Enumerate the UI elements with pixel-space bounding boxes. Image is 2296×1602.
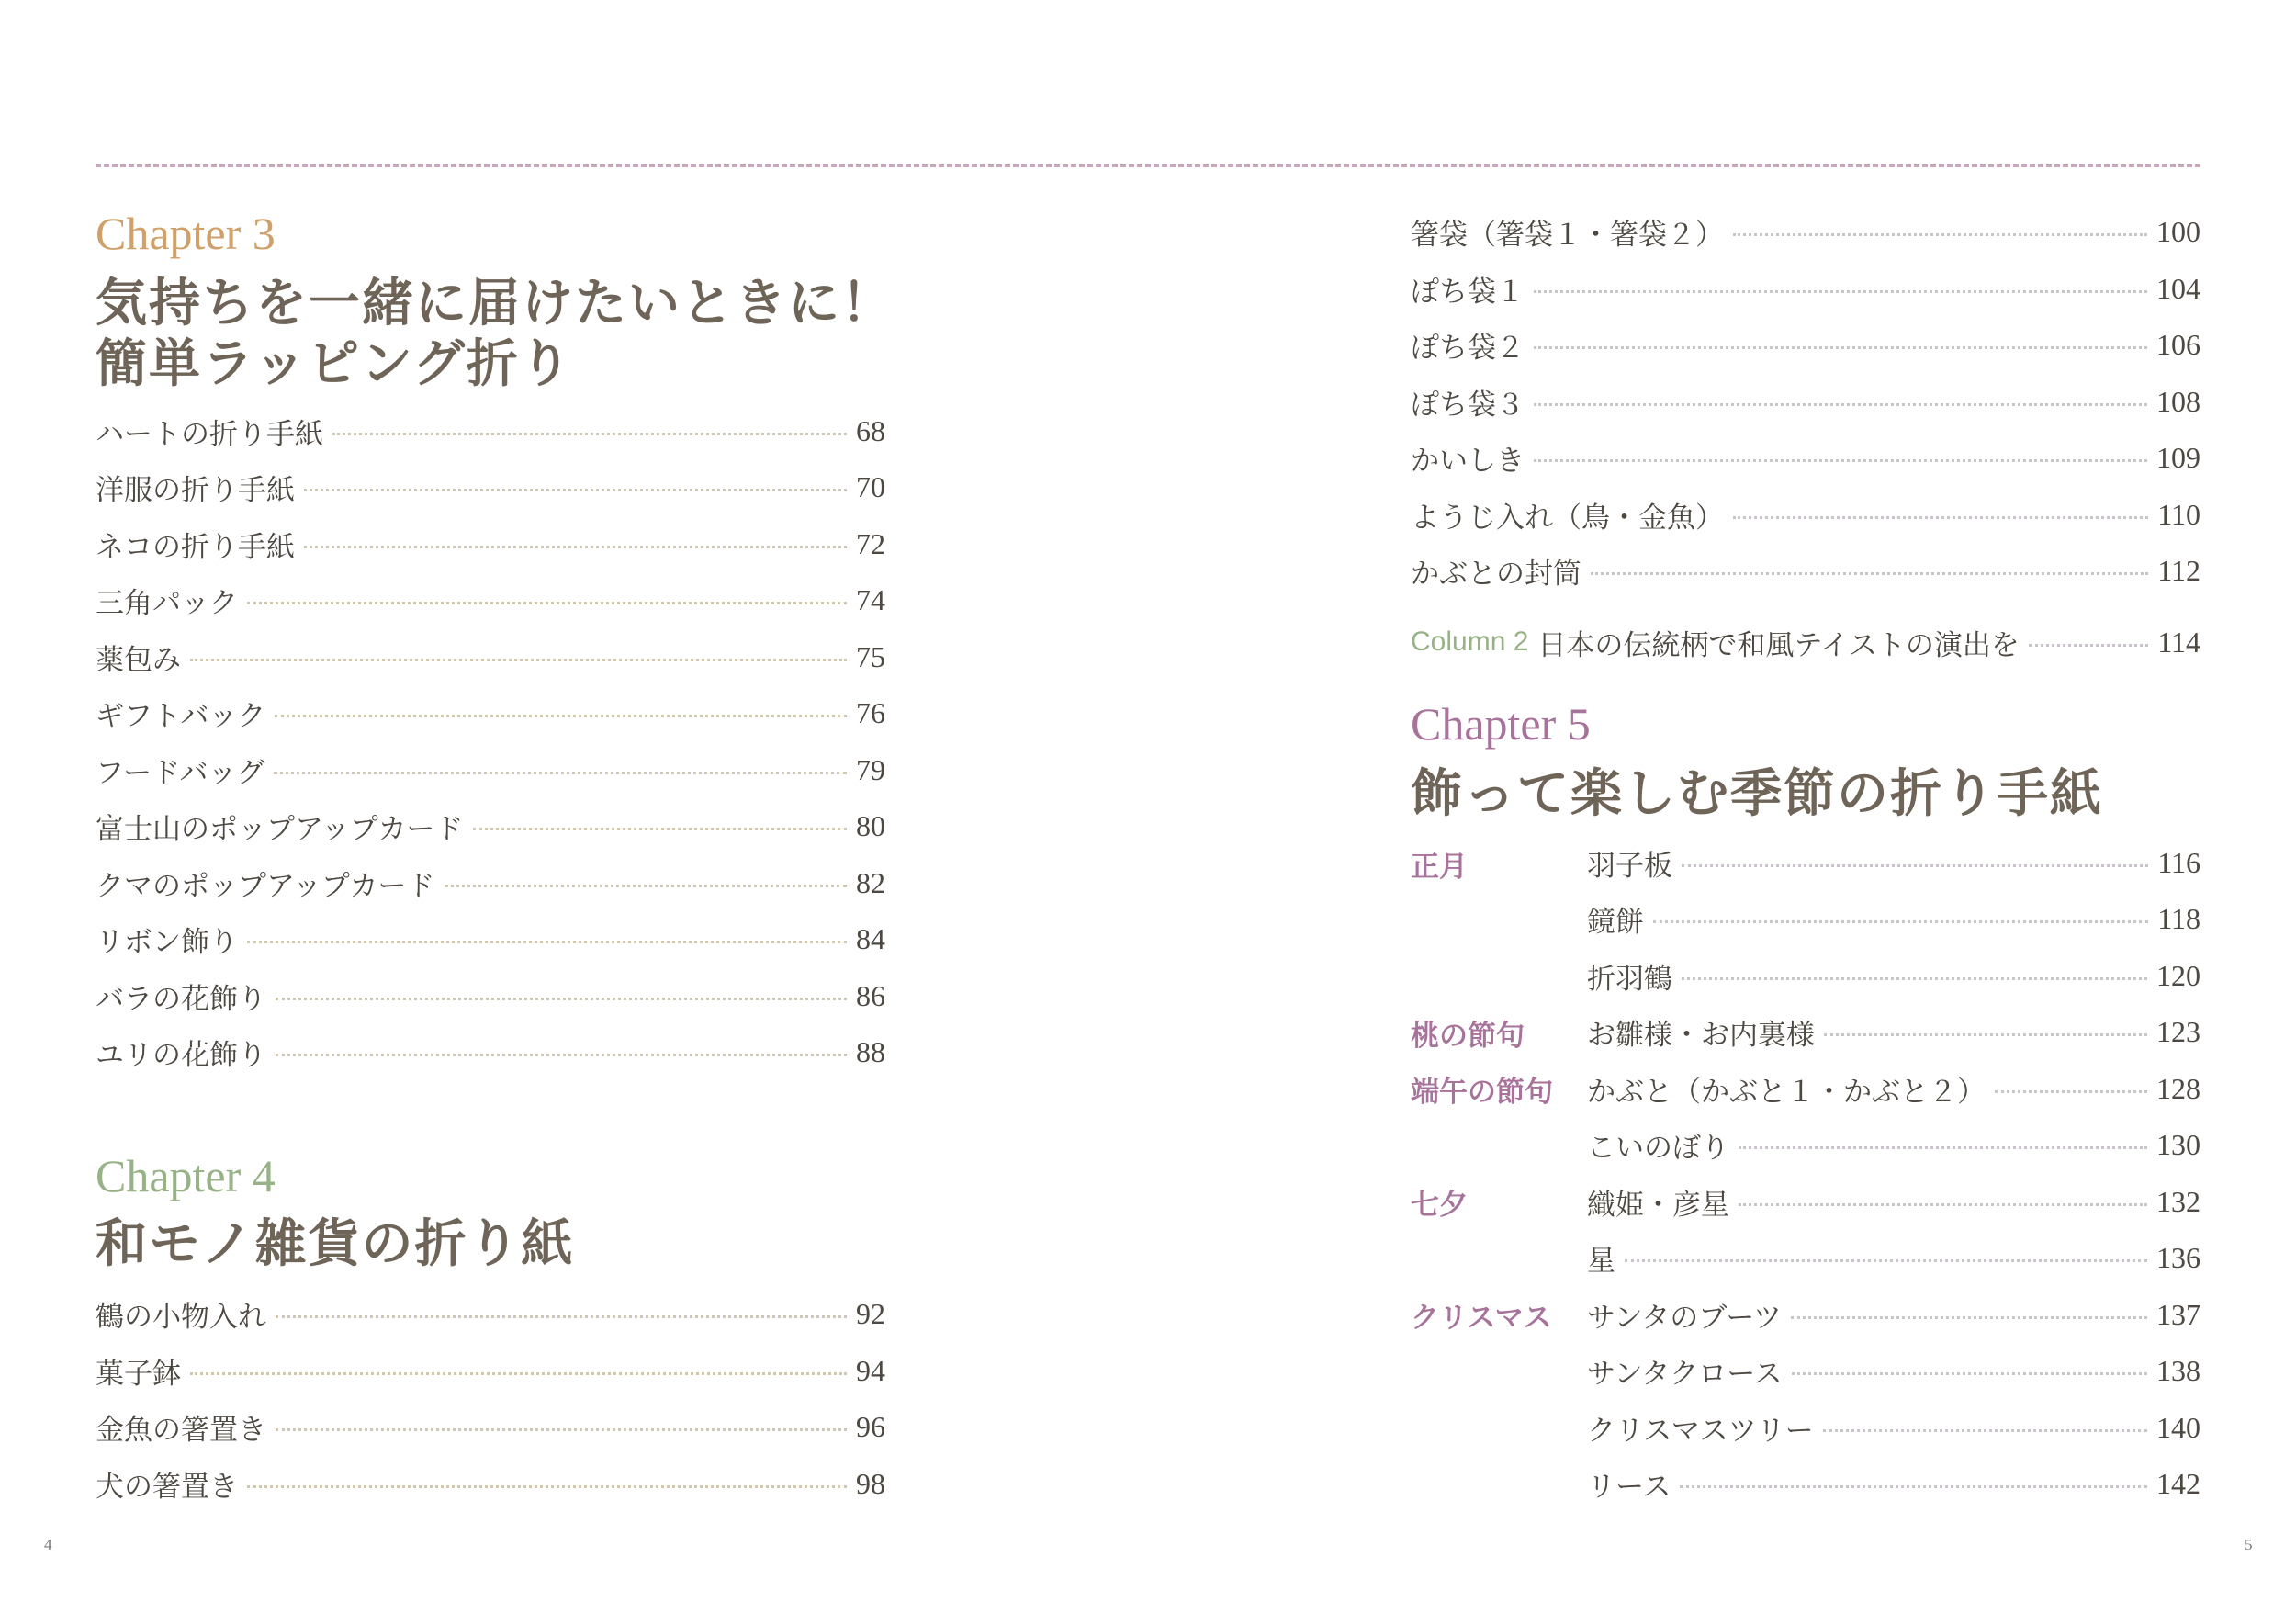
toc-entry-page: 86 xyxy=(856,978,885,1012)
toc-entry-page: 142 xyxy=(2156,1466,2200,1500)
leader-dots xyxy=(276,998,847,1000)
leader-dots xyxy=(1653,920,2148,923)
column-2-tag: Column 2 xyxy=(1411,626,1529,657)
toc-entry-label: フードバッグ xyxy=(96,756,265,790)
toc-entry-page: 140 xyxy=(2156,1410,2200,1444)
toc-entry[interactable] xyxy=(96,524,885,564)
leader-dots xyxy=(304,546,847,548)
right-page-number: 5 xyxy=(2245,1536,2253,1553)
leader-dots xyxy=(247,602,847,604)
toc-entry[interactable] xyxy=(1587,1181,2200,1222)
chapter-3-title-line2: 簡単ラッピング折り xyxy=(96,333,573,394)
toc-entry[interactable] xyxy=(96,1406,885,1447)
toc-entry[interactable] xyxy=(1587,842,2200,883)
toc-entry-page: 118 xyxy=(2157,901,2200,935)
toc-entry-page: 68 xyxy=(856,413,885,447)
toc-entry-label: かぶと（かぶと１・かぶと２） xyxy=(1587,1075,1986,1109)
toc-entry[interactable] xyxy=(1587,898,2200,939)
toc-entry-page: 94 xyxy=(856,1353,885,1387)
toc-entry[interactable] xyxy=(96,1463,885,1504)
leader-dots xyxy=(1534,346,2147,349)
leader-dots xyxy=(1591,572,2148,575)
column-2-entry[interactable] xyxy=(1411,622,2200,662)
toc-entry[interactable] xyxy=(1411,211,2200,252)
leader-dots xyxy=(1625,1259,2147,1262)
toc-entry-label: 鶴の小物入れ xyxy=(96,1300,266,1334)
leader-dots xyxy=(1791,1316,2147,1319)
season-label: 正月 xyxy=(1411,851,1468,884)
toc-entry[interactable] xyxy=(1587,1350,2200,1391)
chapter-4-label: Chapter 4 xyxy=(96,1150,276,1202)
toc-entry[interactable] xyxy=(96,976,885,1016)
leader-dots xyxy=(276,1054,847,1056)
toc-entry-label: クリスマスツリー xyxy=(1587,1414,1814,1448)
leader-dots xyxy=(1534,459,2147,462)
toc-entry[interactable] xyxy=(1411,437,2200,478)
toc-entry-page: 96 xyxy=(856,1409,885,1443)
season-label: 端午の節句 xyxy=(1411,1076,1553,1109)
leader-dots xyxy=(2029,644,2148,647)
leader-dots xyxy=(1534,290,2147,293)
toc-entry-label: 富士山のポップアップカード xyxy=(96,812,464,846)
toc-entry-label: サンタクロース xyxy=(1587,1357,1783,1391)
toc-entry-page: 98 xyxy=(856,1466,885,1500)
toc-entry-page: 75 xyxy=(856,639,885,673)
toc-entry-label: かぶとの封筒 xyxy=(1411,557,1581,591)
toc-entry-label: 菓子鉢 xyxy=(96,1357,181,1391)
toc-entry-label: バラの花飾り xyxy=(96,982,266,1016)
toc-entry[interactable] xyxy=(1587,1124,2200,1165)
toc-entry-label: リース xyxy=(1587,1470,1671,1504)
leader-dots xyxy=(276,1315,847,1318)
leader-dots xyxy=(1739,1146,2147,1149)
toc-entry-label: こいのぼり xyxy=(1587,1131,1729,1165)
leader-dots xyxy=(1824,1033,2147,1036)
toc-entry-page: 116 xyxy=(2157,845,2200,879)
leader-dots xyxy=(332,433,847,435)
toc-entry-label: 羽子板 xyxy=(1587,849,1672,883)
toc-entry[interactable] xyxy=(96,637,885,677)
toc-entry-page: 79 xyxy=(856,752,885,786)
toc-entry-label: 三角パック xyxy=(96,586,238,620)
leader-dots xyxy=(274,772,847,774)
toc-entry-page: 76 xyxy=(856,695,885,729)
toc-entry[interactable] xyxy=(1411,550,2200,591)
toc-entry-label: サンタのブーツ xyxy=(1587,1301,1783,1335)
leader-dots xyxy=(1534,403,2147,406)
toc-entry-page: 137 xyxy=(2156,1297,2200,1331)
leader-dots xyxy=(190,1372,847,1375)
chapter-4-title: 和モノ雑貨の折り紙 xyxy=(96,1213,575,1274)
toc-entry-label: 箸袋（箸袋１・箸袋２） xyxy=(1411,218,1724,252)
toc-entry-label: ぽち袋２ xyxy=(1411,331,1525,365)
toc-entry-label: 星 xyxy=(1587,1244,1615,1278)
toc-entry-page: 110 xyxy=(2157,497,2200,531)
toc-entry-page: 130 xyxy=(2156,1127,2200,1161)
toc-entry-page: 123 xyxy=(2156,1014,2200,1048)
toc-entry-page: 120 xyxy=(2156,958,2200,992)
toc-entry-label: 日本の伝統柄で和風テイストの演出を xyxy=(1537,628,2020,662)
toc-entry[interactable] xyxy=(96,580,885,620)
leader-dots xyxy=(1739,1203,2147,1206)
toc-entry-page: 84 xyxy=(856,921,885,955)
toc-entry[interactable] xyxy=(96,1293,885,1334)
toc-entry-label: クマのポップアップカード xyxy=(96,869,435,903)
season-label: 桃の節句 xyxy=(1411,1020,1525,1053)
toc-entry-label: ユリの花飾り xyxy=(96,1038,266,1072)
toc-entry[interactable] xyxy=(96,919,885,959)
chapter-3-label: Chapter 3 xyxy=(96,208,276,259)
toc-entry[interactable] xyxy=(96,467,885,507)
toc-entry-label: リボン飾り xyxy=(96,925,238,959)
toc-entry-page: 109 xyxy=(2156,440,2200,474)
left-page-number: 4 xyxy=(44,1536,52,1553)
toc-entry[interactable] xyxy=(1587,1068,2200,1109)
leader-dots xyxy=(247,941,847,943)
toc-entry-page: 128 xyxy=(2156,1071,2200,1105)
toc-entry-page: 136 xyxy=(2156,1240,2200,1274)
toc-entry-page: 92 xyxy=(856,1296,885,1330)
toc-entry[interactable] xyxy=(1587,1463,2200,1504)
leader-dots xyxy=(276,1428,847,1431)
top-dashed-divider xyxy=(96,164,2200,167)
leader-dots xyxy=(1733,233,2147,236)
toc-entry[interactable] xyxy=(1587,1237,2200,1278)
toc-entry[interactable] xyxy=(96,1350,885,1391)
toc-entry-label: 洋服の折り手紙 xyxy=(96,473,295,507)
toc-entry-label: ギフトバック xyxy=(96,699,266,733)
leader-dots xyxy=(445,885,847,887)
leader-dots xyxy=(304,489,847,491)
toc-entry-page: 106 xyxy=(2156,327,2200,361)
toc-entry-page: 114 xyxy=(2157,625,2200,659)
toc-entry[interactable] xyxy=(1411,268,2200,309)
toc-entry-label: かいしき xyxy=(1411,444,1525,478)
season-label: クリスマス xyxy=(1411,1302,1552,1335)
toc-entry[interactable] xyxy=(1411,381,2200,422)
toc-entry-label: 薬包み xyxy=(96,643,181,677)
toc-entry-page: 82 xyxy=(856,865,885,899)
toc-entry-page: 138 xyxy=(2156,1353,2200,1387)
toc-entry[interactable] xyxy=(1587,955,2200,996)
toc-entry-label: 鏡餅 xyxy=(1587,905,1644,939)
leader-dots xyxy=(275,715,847,717)
toc-entry[interactable] xyxy=(96,863,885,903)
toc-entry-label: ハートの折り手紙 xyxy=(96,417,323,451)
toc-entry-label: お雛様・お内裏様 xyxy=(1587,1018,1815,1052)
toc-entry[interactable] xyxy=(96,411,885,451)
leader-dots xyxy=(1682,864,2148,867)
leader-dots xyxy=(1733,516,2148,519)
toc-entry[interactable] xyxy=(1587,1407,2200,1448)
chapter-5-title: 飾って楽しむ季節の折り手紙 xyxy=(1411,763,2103,824)
toc-entry[interactable] xyxy=(1587,1294,2200,1335)
toc-entry-label: 犬の箸置き xyxy=(96,1470,238,1504)
toc-entry-label: ようじ入れ（鳥・金魚） xyxy=(1411,501,1724,535)
toc-entry-label: ネコの折り手紙 xyxy=(96,530,295,564)
toc-entry-page: 74 xyxy=(856,582,885,616)
toc-entry-page: 112 xyxy=(2157,553,2200,587)
toc-entry-page: 80 xyxy=(856,808,885,842)
toc-entry[interactable] xyxy=(96,1032,885,1072)
leader-dots xyxy=(1792,1372,2147,1375)
leader-dots xyxy=(1680,1485,2147,1488)
chapter-5-label: Chapter 5 xyxy=(1411,698,1591,750)
toc-entry-label: 折羽鶴 xyxy=(1587,962,1672,996)
toc-entry[interactable] xyxy=(96,693,885,733)
leader-dots xyxy=(1823,1429,2147,1432)
toc-entry[interactable] xyxy=(1587,1011,2200,1052)
toc-entry-page: 108 xyxy=(2156,384,2200,418)
toc-entry-label: 金魚の箸置き xyxy=(96,1413,266,1447)
toc-entry-label: ぽち袋１ xyxy=(1411,275,1525,309)
toc-entry[interactable] xyxy=(1411,494,2200,535)
leader-dots xyxy=(190,659,847,661)
leader-dots xyxy=(1682,977,2147,980)
leader-dots xyxy=(1995,1090,2147,1093)
leader-dots xyxy=(247,1485,847,1488)
toc-entry-page: 70 xyxy=(856,469,885,503)
toc-entry-label: ぽち袋３ xyxy=(1411,388,1525,422)
toc-entry[interactable] xyxy=(96,750,885,790)
season-label: 七夕 xyxy=(1411,1189,1468,1222)
toc-entry[interactable] xyxy=(96,806,885,846)
toc-entry-page: 100 xyxy=(2156,214,2200,248)
toc-entry-label: 織姫・彦星 xyxy=(1587,1188,1729,1222)
toc-entry-page: 88 xyxy=(856,1034,885,1068)
toc-entry[interactable] xyxy=(1411,324,2200,365)
chapter-3-title-line1: 気持ちを一緒に届けたいときに！ xyxy=(96,273,895,333)
toc-entry-page: 72 xyxy=(856,526,885,560)
toc-entry-page: 132 xyxy=(2156,1184,2200,1218)
toc-entry-page: 104 xyxy=(2156,271,2200,305)
leader-dots xyxy=(473,828,847,830)
